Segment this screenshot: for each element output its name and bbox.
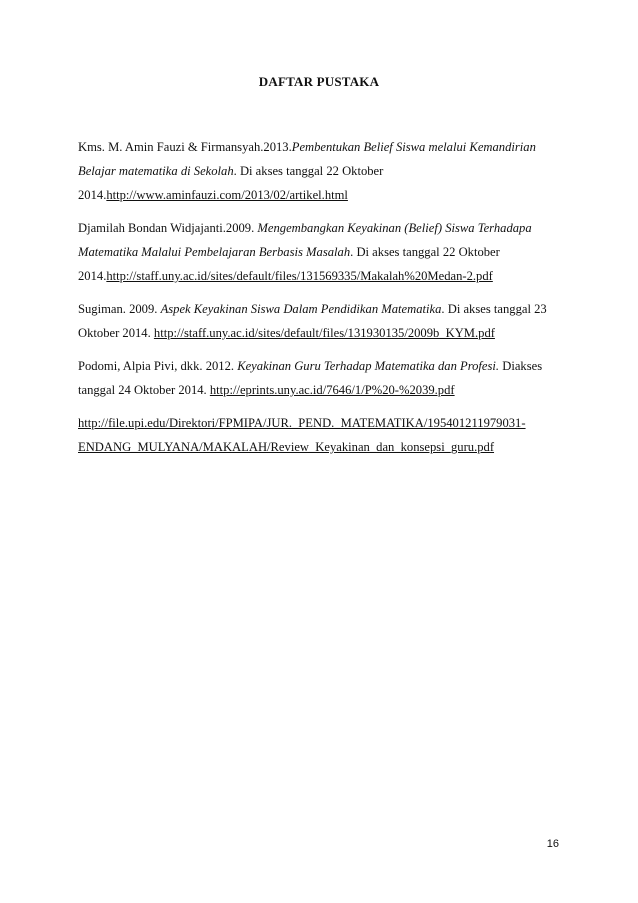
reference-title: Belajar matematika di Sekolah bbox=[78, 164, 234, 178]
reference-title: Mengembangkan Keyakinan (Belief) Siswa Terhadapa bbox=[257, 221, 532, 235]
reference-line bbox=[78, 435, 578, 459]
reference-link[interactable]: http://staff.uny.ac.id/sites/default/files/131930135/2009b_KYM.pdf bbox=[153, 326, 495, 340]
reference-text: Oktober 2014. bbox=[78, 326, 154, 340]
reference-text: 2014. bbox=[78, 269, 107, 283]
reference-text: Sugiman. 2009. bbox=[78, 302, 161, 316]
reference-line bbox=[78, 159, 578, 183]
reference-entry bbox=[78, 411, 578, 459]
page-number: 16 bbox=[546, 838, 559, 850]
reference-entry bbox=[78, 297, 578, 345]
reference-link[interactable]: http://www.aminfauzi.com/2013/02/artikel.html bbox=[106, 188, 348, 202]
reference-line bbox=[78, 297, 578, 321]
reference-link[interactable]: http://file.upi.edu/Direktori/FPMIPA/JUR._PEND._MATEMATIKA/195401211979031- bbox=[78, 416, 526, 430]
reference-text: tanggal 24 Oktober 2014. bbox=[78, 383, 210, 397]
reference-title: Pembentukan Belief Siswa melalui Kemandirian bbox=[291, 140, 536, 154]
reference-link[interactable]: http://eprints.uny.ac.id/7646/1/P%20-%2039.pdf bbox=[209, 383, 455, 397]
reference-text: . Di akses tanggal 23 bbox=[441, 302, 547, 316]
reference-line bbox=[78, 378, 578, 402]
reference-list bbox=[78, 135, 578, 468]
reference-link[interactable]: ENDANG_MULYANA/MAKALAH/Review_Keyakinan_dan_konsepsi_guru.pdf bbox=[78, 440, 495, 454]
reference-link[interactable]: http://staff.uny.ac.id/sites/default/files/131569335/Makalah%20Medan-2.pdf bbox=[106, 269, 493, 283]
reference-title: Aspek Keyakinan Siswa Dalam Pendidikan Matematika bbox=[160, 302, 442, 316]
reference-text: Kms. M. Amin Fauzi & Firmansyah.2013. bbox=[78, 140, 292, 154]
reference-line bbox=[78, 321, 578, 345]
reference-title: Keyakinan Guru Terhadap Matematika dan Profesi. bbox=[237, 359, 500, 373]
reference-line bbox=[78, 183, 578, 207]
reference-entry bbox=[78, 354, 578, 402]
reference-text: . Di akses tanggal 22 Oktober bbox=[233, 164, 384, 178]
reference-line bbox=[78, 135, 578, 159]
reference-text: Podomi, Alpia Pivi, dkk. 2012. bbox=[78, 359, 238, 373]
reference-entry bbox=[78, 135, 578, 207]
reference-line bbox=[78, 264, 578, 288]
reference-text: . Di akses tanggal 22 Oktober bbox=[350, 245, 500, 259]
reference-text: Djamilah Bondan Widjajanti.2009. bbox=[78, 221, 258, 235]
reference-line bbox=[78, 240, 578, 264]
reference-line bbox=[78, 216, 578, 240]
reference-title: Matematika Malalui Pembelajaran Berbasis Masalah bbox=[78, 245, 351, 259]
reference-line bbox=[78, 354, 578, 378]
reference-line bbox=[78, 411, 578, 435]
page-title: DAFTAR PUSTAKA bbox=[258, 74, 380, 89]
reference-text: 2014. bbox=[78, 188, 107, 202]
reference-entry bbox=[78, 216, 578, 288]
reference-text: Diakses bbox=[499, 359, 543, 373]
